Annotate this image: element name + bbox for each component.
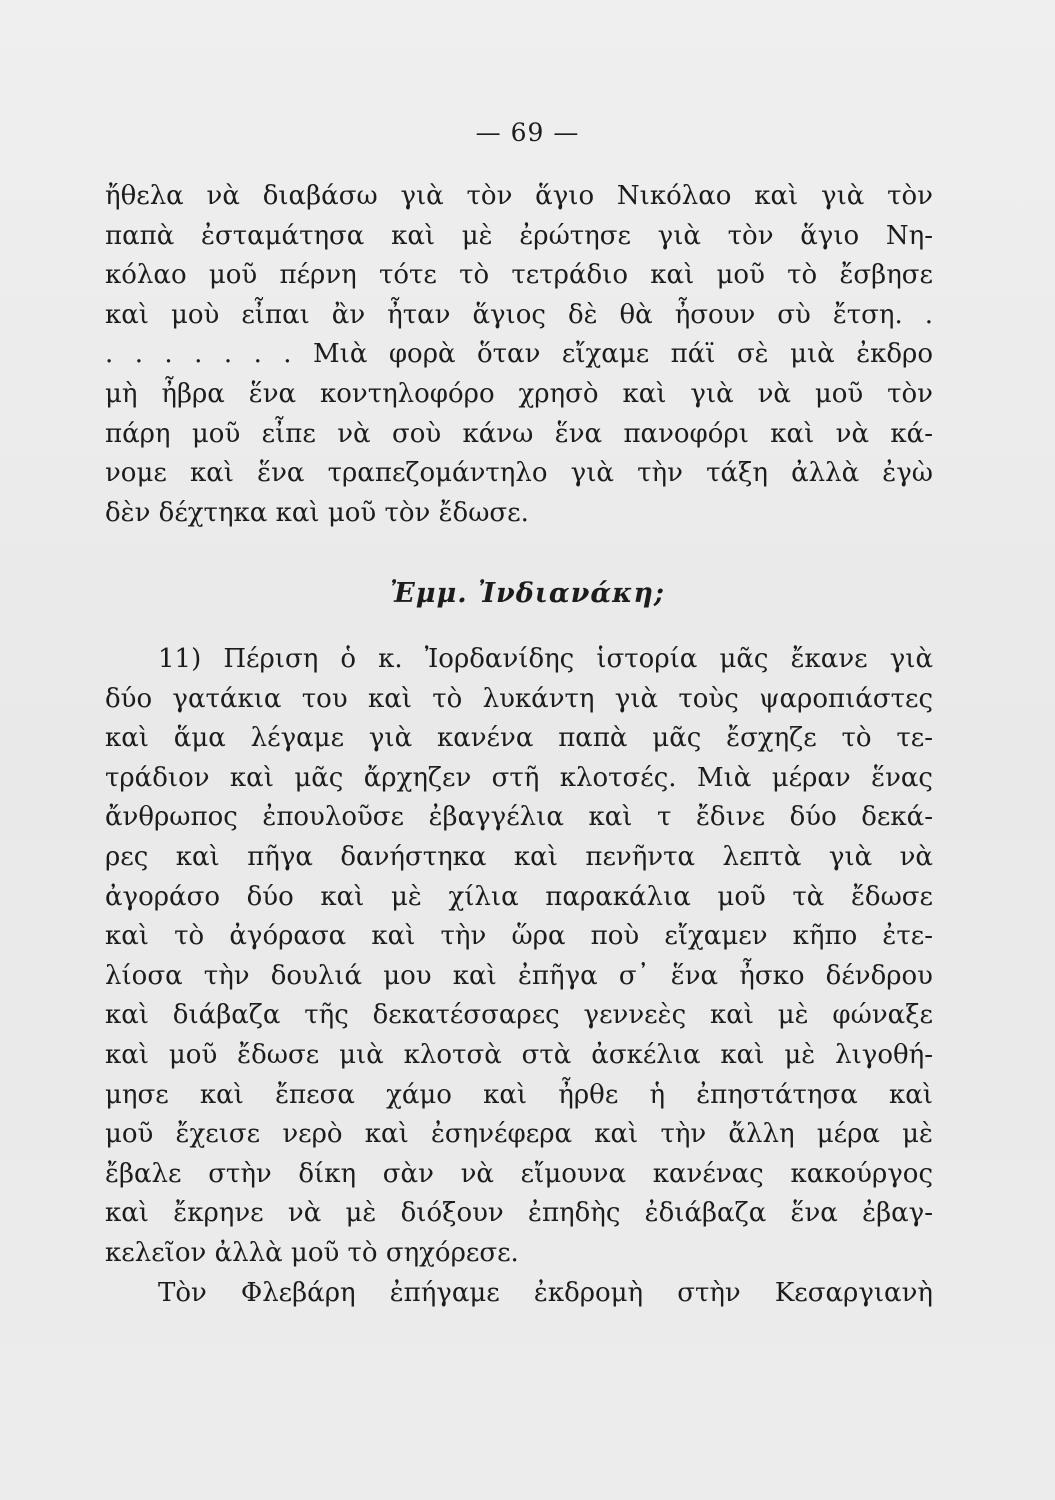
text-line: καὶ ἔκρηνε νὰ μὲ διόξουν ἐπηδὴς ἐδιάβαζα ἕνα ἐβαγ- — [105, 1198, 933, 1229]
text-line: ἄνθρωπος ἐπουλοῦσε ἐβαγγέλια καὶ τ ἔδινε δύο δεκά- — [105, 802, 933, 833]
text-line: κόλαο μοῦ πέρνη τότε τὸ τετράδιο καὶ μοῦ τὸ ἔσβησε — [105, 260, 933, 291]
text-line: δὲν δέχτηκα καὶ μοῦ τὸν ἔδωσε. — [105, 497, 529, 528]
text-line: 11) Πέριση ὁ κ. Ἰορδανίδης ἱστορία μᾶς ἔκανε γιὰ — [158, 644, 933, 674]
page-number: — 69 — — [475, 118, 580, 147]
text-line: λίοσα τὴν δουλιά μου καὶ ἐπῆγα σ᾽ ἕνα ἦσκο δένδρου — [105, 960, 933, 991]
text-line: πάρη μοῦ εἶπε νὰ σοὺ κάνω ἕνα πανοφόρι καὶ νὰ κά- — [105, 418, 933, 449]
text-line: ἤθελα νὰ διαβάσω γιὰ τὸν ἅγιο Νικόλαο καὶ γιὰ τὸν — [105, 181, 933, 211]
paragraph-2 — [105, 640, 933, 1313]
text-line: μησε καὶ ἔπεσα χάμο καὶ ἦρθε ἡ ἐπηστάτησα καὶ — [105, 1079, 933, 1110]
text-line: . . . . . . . Μιὰ φορὰ ὅταν εἴχαμε πάϊ σὲ μιὰ ἐκδρο — [105, 339, 933, 370]
text-line: μοῦ ἔχεισε νερὸ καὶ ἐσηνέφερα καὶ τὴν ἄλλη μέρα μὲ — [105, 1119, 933, 1150]
text-line: κελεῖον ἀλλὰ μοῦ τὸ σηχόρεσε. — [105, 1237, 519, 1268]
text-line: δύο γατάκια του καὶ τὸ λυκάντη γιὰ τοὺς ψαροπιάστες — [105, 683, 933, 714]
text-line: καὶ ἅμα λέγαμε γιὰ κανένα παπὰ μᾶς ἔσχηζε τὸ τε- — [105, 723, 933, 754]
text-line: νομε καὶ ἕνα τραπεζομάντηλο γιὰ τὴν τάξη ἀλλὰ ἐγὼ — [105, 458, 933, 489]
text-line: καὶ μοῦ ἔδωσε μιὰ κλοτσὰ στὰ ἀσκέλια καὶ μὲ λιγοθή- — [105, 1039, 933, 1070]
text-line: μὴ ἦβρα ἕνα κοντηλοφόρο χρησὸ καὶ γιὰ νὰ μοῦ τὸν — [105, 378, 933, 409]
text-line: τράδιον καὶ μᾶς ἄρχηζεν στῆ κλοτσές. Μιὰ μέραν ἕνας — [105, 762, 933, 793]
text-line: ἀγοράσο δύο καὶ μὲ χίλια παρακάλια μοῦ τὰ ἔδωσε — [105, 881, 933, 912]
text-line: καὶ διάβαζα τῆς δεκατέσσαρες γεννεὲς καὶ μὲ φώναξε — [105, 1000, 933, 1031]
text-line: ἔβαλε στὴν δίκη σὰν νὰ εἴμουνα κανένας κακούργος — [105, 1158, 933, 1189]
text-line: καὶ μοὺ εἶπαι ἂν ἦταν ἅγιος δὲ θὰ ἦσουν σὺ ἔτση. . — [105, 299, 933, 330]
text-line: ρες καὶ πῆγα δανήστηκα καὶ πενῆντα λεπτὰ γιὰ νὰ — [105, 841, 933, 872]
author-signature: Ἐμμ. Ἰνδιανάκη; — [389, 578, 665, 609]
text-line: παπὰ ἐσταμάτησα καὶ μὲ ἐρώτησε γιὰ τὸν ἅγιο Νη- — [105, 220, 933, 251]
text-line: καὶ τὸ ἀγόρασα καὶ τὴν ὥρα ποὺ εἴχαμεν κῆπο ἐτε- — [105, 921, 933, 952]
paragraph-1 — [105, 177, 933, 533]
text-line: Τὸν Φλεβάρη ἐπήγαμε ἐκδρομὴ στὴν Κεσαργιανὴ — [158, 1277, 933, 1308]
